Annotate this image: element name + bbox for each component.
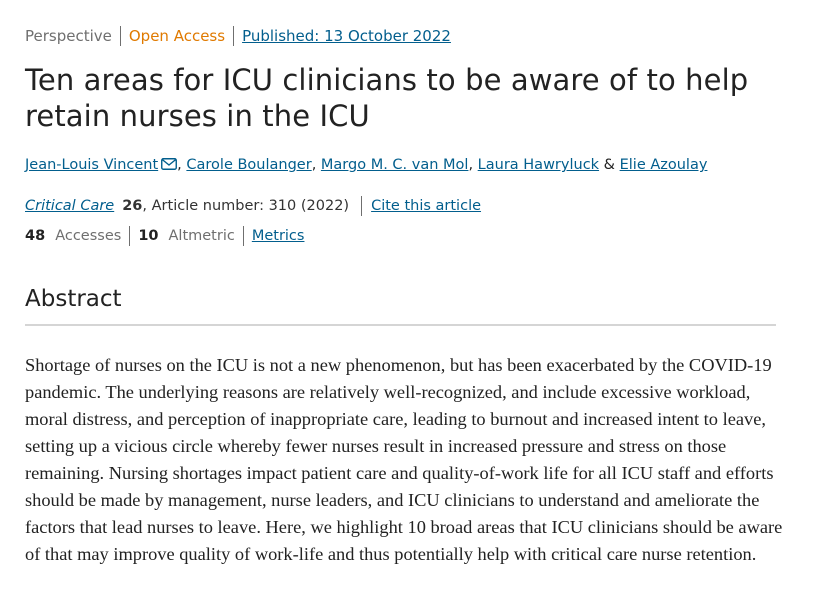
citation-line	[25, 195, 481, 217]
author-link[interactable]: Carole Boulanger	[186, 157, 312, 173]
citation-divider	[361, 196, 362, 216]
article-title: Ten areas for ICU clinicians to be aware of to help retain nurses in the ICU	[25, 63, 749, 133]
abstract-text: Shortage of nurses on the ICU is not a new phenomenon, but has been exacerbated by the COVID-19 pandemic. The underlying reasons are relatively well-recognized, and include excessive workload, moral distress, and perception of inappropriate care, leading to burnout and increased intent to leave, setting up a vicious circle whereby fewer nurses result in increased pressure and stress on those remaining. Nursing shortages impact patient care and quality-of-work life for all ICU staff and efforts should be made by management, nurse leaders, and ICU clinicians to understand and ameliorate the factors that lead nurses to leave. Here, we highlight 10 broad areas that ICU clinicians should be aware of that may improve quality of work-life and thus potentially help with critical care nurse retention.	[25, 355, 783, 564]
article-number: , Article number: 310 (2022)	[142, 198, 350, 214]
altmetric-label: Altmetric	[168, 228, 235, 244]
journal-link[interactable]: Critical Care	[25, 198, 115, 214]
author-separator: ,	[311, 157, 317, 173]
open-access-badge: Open Access	[128, 27, 226, 45]
metrics-bar	[25, 225, 304, 247]
cite-this-article-link[interactable]: Cite this article	[371, 198, 482, 214]
author-link[interactable]: Jean-Louis Vincent	[25, 157, 159, 173]
journal-volume: 26	[122, 198, 143, 214]
author-separator: &	[603, 157, 615, 173]
author-separator: ,	[468, 157, 474, 173]
metrics-link[interactable]: Metrics	[251, 228, 305, 244]
metrics-divider	[129, 226, 130, 246]
abstract-heading: Abstract	[25, 286, 122, 312]
author-link[interactable]: Elie Azoulay	[619, 157, 708, 173]
article-meta	[25, 24, 451, 48]
mail-icon[interactable]	[161, 155, 177, 177]
author-link[interactable]: Margo M. C. van Mol	[320, 157, 469, 173]
published-date-link[interactable]: Published: 13 October 2022	[242, 27, 451, 45]
abstract-divider	[25, 324, 776, 326]
meta-divider	[120, 26, 121, 46]
article-type: Perspective	[25, 27, 112, 45]
accesses-count: 48	[25, 228, 46, 244]
meta-divider	[233, 26, 234, 46]
author-link[interactable]: Laura Hawryluck	[477, 157, 600, 173]
accesses-label: Accesses	[55, 228, 122, 244]
altmetric-count: 10	[138, 228, 159, 244]
metrics-divider	[243, 226, 244, 246]
author-list	[25, 154, 707, 177]
author-separator: ,	[177, 157, 182, 173]
